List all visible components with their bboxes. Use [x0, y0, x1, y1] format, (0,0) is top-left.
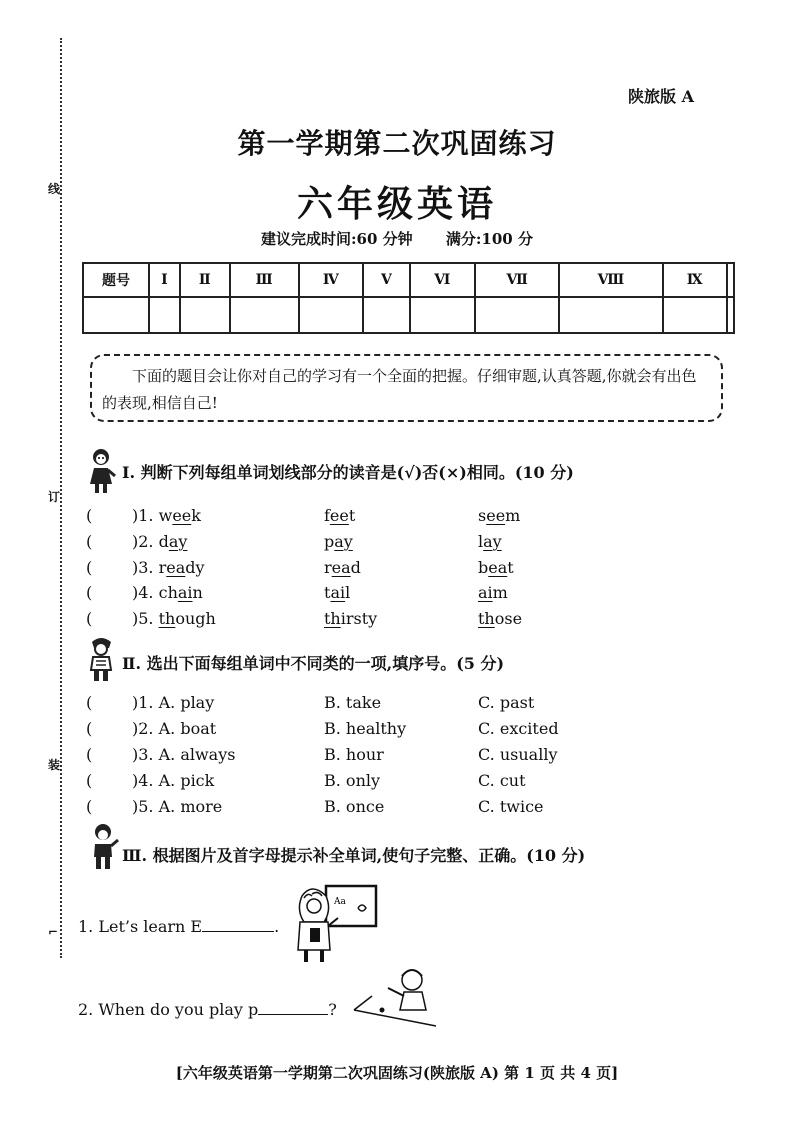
score-table-header: Ⅲ — [230, 263, 299, 297]
score-cell[interactable] — [299, 297, 364, 333]
word-1: )3. ready — [132, 558, 205, 577]
answer-blank[interactable] — [202, 917, 274, 932]
score-cell[interactable] — [180, 297, 230, 333]
score-cell[interactable] — [149, 297, 180, 333]
score-cell[interactable] — [559, 297, 662, 333]
answer-paren[interactable]: ( — [86, 609, 93, 628]
score-table-header: Ⅳ — [299, 263, 364, 297]
score-table-header — [727, 263, 734, 297]
word-2: pay — [324, 532, 353, 551]
answer-paren[interactable]: ( — [86, 719, 93, 738]
score-table — [82, 262, 735, 334]
binding-char-ding: 订 — [48, 490, 61, 504]
girl-icon — [84, 446, 120, 496]
option-c: C. usually — [478, 745, 558, 764]
option-a: )5. A. more — [132, 797, 223, 816]
answer-paren[interactable]: ( — [86, 693, 93, 712]
encouragement-box — [90, 354, 723, 422]
child-icon — [86, 822, 122, 872]
section2-row — [86, 771, 726, 795]
score-table-header: Ⅵ — [410, 263, 475, 297]
question3-1 — [78, 917, 279, 936]
girl-playing-illustration — [348, 966, 444, 1028]
section1-row — [86, 532, 726, 556]
binding-tick: ⌐ — [48, 925, 59, 939]
score-cell[interactable] — [83, 297, 149, 333]
option-a: )4. A. pick — [132, 771, 215, 790]
answer-paren[interactable]: ( — [86, 797, 93, 816]
answer-blank[interactable] — [258, 1000, 328, 1015]
score-table-header: Ⅸ — [663, 263, 727, 297]
score-table-score-row — [83, 297, 734, 333]
option-c: C. twice — [478, 797, 544, 816]
section3-title: Ⅲ. 根据图片及首字母提示补全单词,使句子完整、正确。(10 分) — [122, 846, 586, 865]
option-c: C. excited — [478, 719, 559, 738]
answer-paren[interactable]: ( — [86, 558, 93, 577]
score-cell[interactable] — [363, 297, 409, 333]
section2-row — [86, 719, 726, 743]
option-b: B. once — [324, 797, 385, 816]
question3-2 — [78, 1000, 337, 1019]
option-b: B. only — [324, 771, 381, 790]
binding-char-xian: 线 — [48, 182, 61, 196]
word-3: aim — [478, 583, 508, 602]
word-1: )2. day — [132, 532, 188, 551]
section1-row — [86, 609, 726, 633]
exam-title: 第一学期第二次巩固练习 — [237, 127, 557, 160]
encouragement-text: 下面的题目会让你对自己的学习有一个全面的把握。仔细审题,认真答题,你就会有出色的表现,相信自己! — [102, 367, 697, 412]
word-1: )5. though — [132, 609, 216, 628]
word-2: feet — [324, 506, 356, 525]
score-cell[interactable] — [663, 297, 727, 333]
score-table-label: 题号 — [83, 263, 149, 297]
answer-paren[interactable]: ( — [86, 506, 93, 525]
score-table-header-row — [83, 263, 734, 297]
word-2: thirsty — [324, 609, 378, 628]
option-c: C. cut — [478, 771, 526, 790]
section2-title: Ⅱ. 选出下面每组单词中不同类的一项,填序号。(5 分) — [122, 654, 505, 673]
option-a: )3. A. always — [132, 745, 236, 764]
answer-paren[interactable]: ( — [86, 583, 93, 602]
subject-title: 六年级英语 — [296, 184, 497, 225]
question3-2-text: 2. When do you play p — [78, 1000, 259, 1019]
option-c: C. past — [478, 693, 535, 712]
answer-paren[interactable]: ( — [86, 532, 93, 551]
option-a: )2. A. boat — [132, 719, 217, 738]
question3-1-end: . — [274, 917, 280, 936]
option-b: B. healthy — [324, 719, 407, 738]
section2-row — [86, 797, 726, 821]
option-b: B. hour — [324, 745, 384, 764]
option-a: )1. A. play — [132, 693, 215, 712]
boy-icon — [84, 634, 120, 684]
score-table-header: V — [363, 263, 409, 297]
score-cell[interactable] — [410, 297, 475, 333]
time-limit: 建议完成时间:60 分钟 — [261, 230, 413, 248]
section2-row — [86, 745, 726, 769]
option-b: B. take — [324, 693, 382, 712]
board-text: Aa — [334, 897, 346, 907]
answer-paren[interactable]: ( — [86, 771, 93, 790]
score-cell[interactable] — [475, 297, 559, 333]
full-score: 满分:100 分 — [445, 230, 533, 248]
teacher-illustration — [292, 880, 388, 964]
word-1: )1. week — [132, 506, 201, 525]
question3-2-end: ? — [328, 1000, 337, 1019]
word-3: beat — [478, 558, 514, 577]
score-cell[interactable] — [727, 297, 734, 333]
word-3: seem — [478, 506, 521, 525]
score-table-header: Ⅱ — [180, 263, 230, 297]
score-cell[interactable] — [230, 297, 299, 333]
word-1: )4. chain — [132, 583, 203, 602]
score-table-header: Ⅶ — [475, 263, 559, 297]
section1-title: Ⅰ. 判断下列每组单词划线部分的读音是(√)否(×)相同。(10 分) — [122, 463, 574, 482]
question3-1-text: 1. Let’s learn E — [78, 917, 203, 936]
edition-label: 陕旅版 A — [628, 87, 694, 106]
word-3: those — [478, 609, 523, 628]
word-2: read — [324, 558, 361, 577]
page-footer: [六年级英语第一学期第二次巩固练习(陕旅版 A) 第 1 页 共 4 页] — [175, 1064, 619, 1082]
section1-row — [86, 558, 726, 582]
word-2: tail — [324, 583, 351, 602]
section2-row — [86, 693, 726, 717]
word-3: lay — [478, 532, 502, 551]
score-table-header: I — [149, 263, 180, 297]
section1-row — [86, 506, 726, 530]
binding-char-zhuang: 装 — [48, 758, 61, 772]
section1-row — [86, 583, 726, 607]
score-table-header: Ⅷ — [559, 263, 662, 297]
answer-paren[interactable]: ( — [86, 745, 93, 764]
exam-meta — [0, 228, 794, 249]
